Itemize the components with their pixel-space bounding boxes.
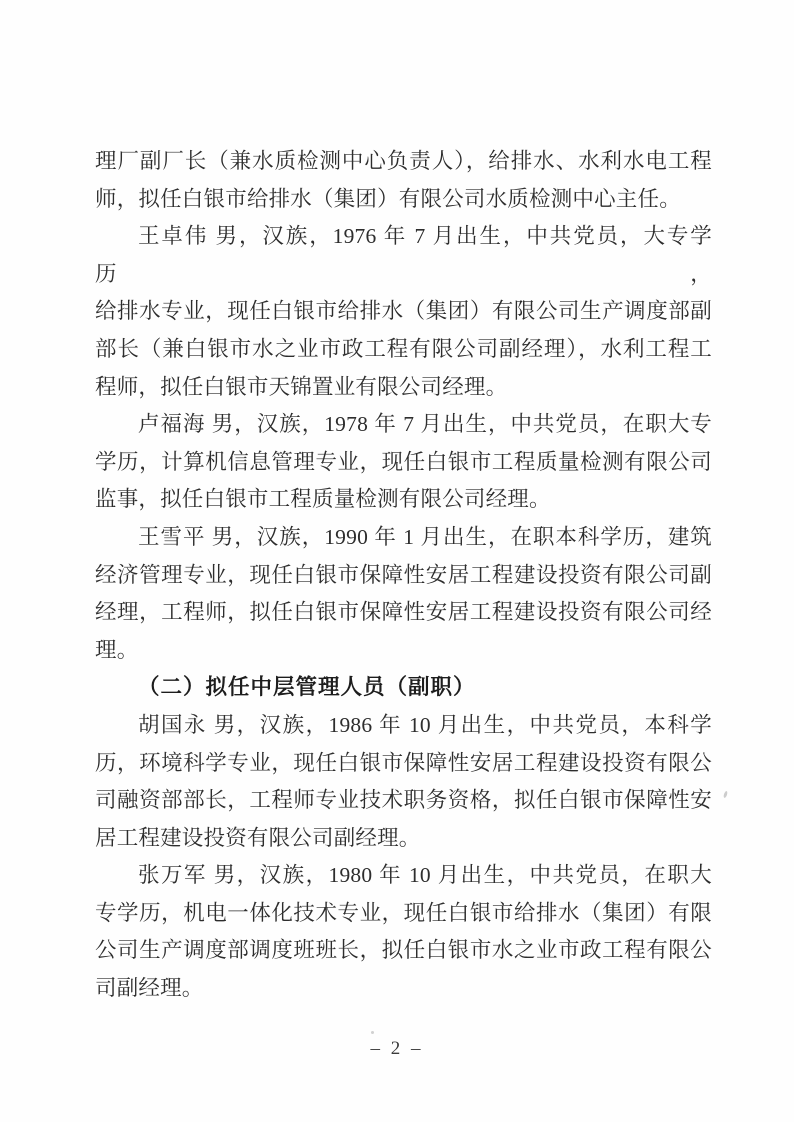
paragraph	[95, 519, 712, 669]
text-line: 给排水专业，现任白银市给排水（集团）有限公司生产调度部副	[95, 299, 712, 324]
paragraph	[95, 707, 712, 857]
text-line: 师，拟任白银市给排水（集团）有限公司水质检测中心主任。	[95, 186, 681, 211]
text-line: 程师，拟任白银市天锦置业有限公司经理。	[95, 374, 508, 399]
paragraph	[95, 143, 712, 218]
paragraph	[95, 406, 712, 519]
section-heading	[95, 669, 712, 707]
text-line: （二）拟任中层管理人员（副职）	[138, 675, 476, 700]
text-line: 居工程建设投资有限公司副经理。	[95, 825, 421, 850]
text-line: 专学历，机电一体化技术专业，现任白银市给排水（集团）有限	[95, 900, 712, 925]
text-line: 监事，拟任白银市工程质量检测有限公司经理。	[95, 487, 551, 512]
text-line: 张万军 男，汉族，1980 年 10 月出生，中共党员，在职大	[138, 863, 712, 888]
text-line: 理厂副厂长（兼水质检测中心负责人），给排水、水利水电工程	[95, 149, 712, 173]
scan-artifact	[371, 1031, 374, 1034]
text-line: 胡国永 男，汉族，1986 年 10 月出生，中共党员，本科学	[138, 712, 712, 737]
paragraph	[95, 857, 712, 1007]
text-line: 司融资部部长，工程师专业技术职务资格，拟任白银市保障性安	[95, 788, 712, 813]
text-line: 王卓伟 男，汉族，1976 年 7 月出生，中共党员，大专学历，	[95, 224, 712, 286]
text-line: 王雪平 男，汉族，1990 年 1 月出生，在职本科学历，建筑	[138, 524, 712, 549]
text-line: 学历，计算机信息管理专业，现任白银市工程质量检测有限公司	[95, 449, 712, 474]
text-line: 理。	[95, 637, 139, 662]
page-number: – 2 –	[370, 1038, 424, 1059]
document-body	[95, 143, 712, 1008]
text-line: 经理，工程师，拟任白银市保障性安居工程建设投资有限公司经	[95, 600, 712, 625]
text-line: 经济管理专业，现任白银市保障性安居工程建设投资有限公司副	[95, 562, 712, 587]
text-line: 卢福海 男，汉族，1978 年 7 月出生，中共党员，在职大专	[138, 412, 712, 437]
scan-artifact	[723, 791, 728, 799]
text-line: 历，环境科学专业，现任白银市保障性安居工程建设投资有限公	[95, 750, 712, 775]
text-line: 公司生产调度部调度班班长，拟任白银市水之业市政工程有限公	[95, 938, 712, 963]
text-line: 部长（兼白银市水之业市政工程有限公司副经理），水利工程工	[95, 336, 712, 361]
text-line: 司副经理。	[95, 976, 204, 1001]
paragraph	[95, 218, 712, 406]
